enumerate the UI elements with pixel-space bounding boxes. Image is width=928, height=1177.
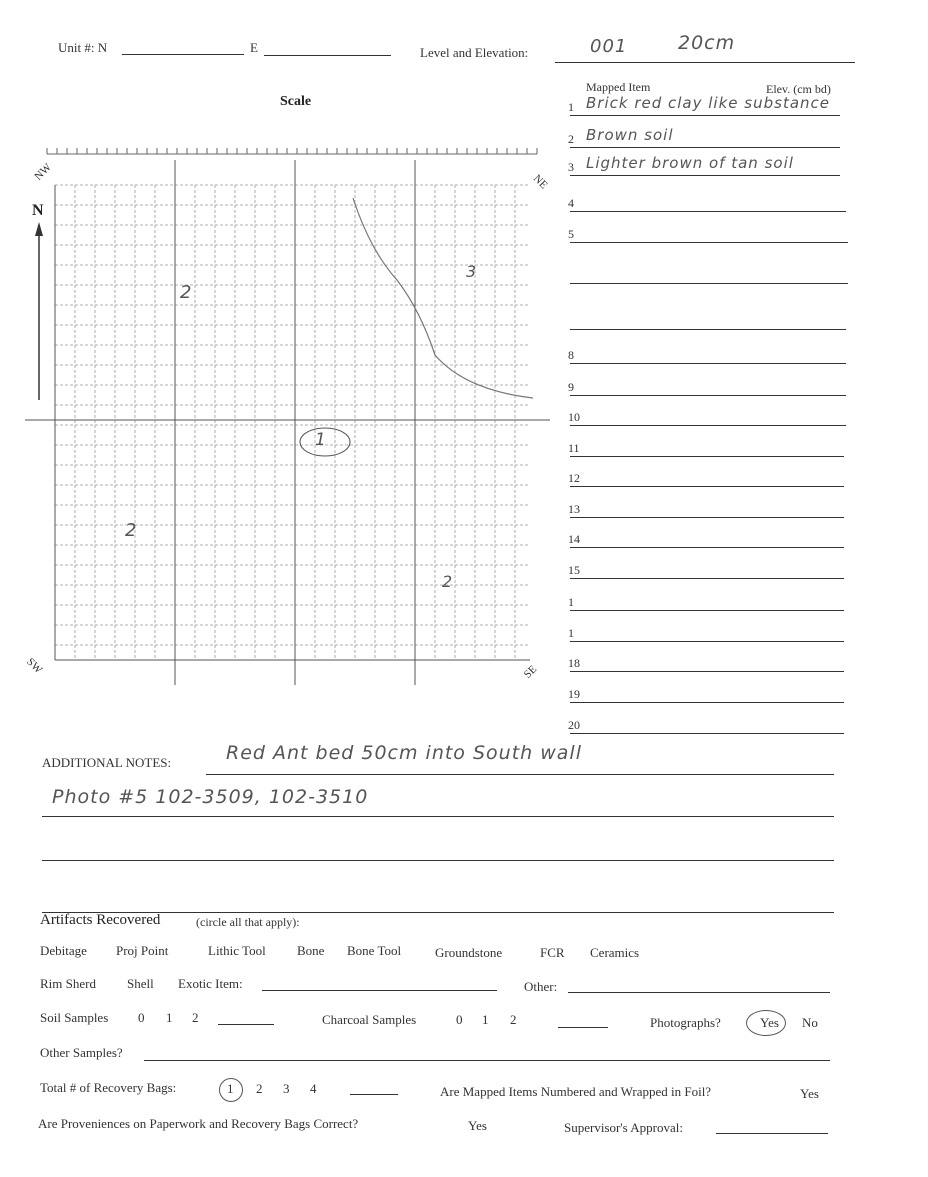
provenience-question: Are Proveniences on Paperwork and Recovery Bags Correct? xyxy=(38,1116,359,1131)
bags-option-1[interactable]: 1 xyxy=(227,1081,234,1096)
photographs-yes[interactable]: Yes xyxy=(760,1015,779,1030)
mapped-item-number: 20 xyxy=(568,718,580,732)
north-label: N xyxy=(32,202,44,219)
mapped-item-number: 2 xyxy=(568,132,574,146)
elevation-header: Elev. (cm bd) xyxy=(766,82,831,96)
exotic-item-field[interactable] xyxy=(262,990,497,991)
unit-e-field[interactable] xyxy=(264,55,391,56)
mapped-item-row-line[interactable] xyxy=(570,517,844,518)
artifact-ceramics[interactable]: Ceramics xyxy=(590,945,640,960)
mapped-item-row-line[interactable] xyxy=(570,115,840,116)
mapped-item-row-line[interactable] xyxy=(570,395,846,396)
artifact-shell[interactable]: Shell xyxy=(127,976,154,991)
photographs-label: Photographs? xyxy=(650,1015,721,1030)
bags-option-3[interactable]: 3 xyxy=(283,1081,290,1096)
mapped-item-header: Mapped Item xyxy=(586,80,651,94)
mapped-item-number: 1 xyxy=(568,100,574,114)
level-value: 001 xyxy=(590,36,628,57)
mapped-item-number: 14 xyxy=(568,532,580,546)
unit-n-label: Unit #: N xyxy=(58,40,108,55)
mapped-item-row-line[interactable] xyxy=(570,486,844,487)
mapped-item-number: 18 xyxy=(568,656,580,670)
mapped-item-row-line[interactable] xyxy=(570,363,846,364)
notes-field-4[interactable] xyxy=(42,912,834,913)
artifact-lithic-tool[interactable]: Lithic Tool xyxy=(208,943,266,958)
notes-line-1: Red Ant bed 50cm into South wall xyxy=(226,742,582,764)
mapped-item-row-line[interactable] xyxy=(570,547,844,548)
mapped-item-row-line[interactable] xyxy=(570,702,844,703)
mapped-item-row-line[interactable] xyxy=(570,456,844,457)
artifact-proj-point[interactable]: Proj Point xyxy=(116,943,169,958)
soil-boundary-line xyxy=(353,198,533,398)
mapped-item-number: 1 xyxy=(568,595,574,609)
bags-option-4[interactable]: 4 xyxy=(310,1081,317,1096)
mapped-item-number: 10 xyxy=(568,410,580,424)
artifact-bone[interactable]: Bone xyxy=(297,943,325,958)
mapped-item-row-line[interactable] xyxy=(570,147,840,148)
mapped-item-description: Brick red clay like substance xyxy=(586,94,830,112)
mapped-item-number: 3 xyxy=(568,160,574,174)
notes-field-2[interactable] xyxy=(42,816,834,817)
bags-option-2[interactable]: 2 xyxy=(256,1081,263,1096)
artifact-debitage[interactable]: Debitage xyxy=(40,943,87,958)
excavation-grid-map xyxy=(25,140,560,685)
photographs-no[interactable]: No xyxy=(802,1015,818,1030)
charcoal-samples-label: Charcoal Samples xyxy=(322,1012,417,1027)
mapped-item-number: 4 xyxy=(568,196,574,210)
artifacts-title: Artifacts Recovered xyxy=(40,912,161,928)
charcoal-option-0[interactable]: 0 xyxy=(456,1012,463,1027)
north-arrow-head xyxy=(35,222,43,236)
level-label: Level and Elevation: xyxy=(420,45,529,60)
other-samples-label: Other Samples? xyxy=(40,1045,123,1060)
mapped-item-number: 5 xyxy=(568,227,574,241)
mapped-item-row-line[interactable] xyxy=(570,242,848,243)
artifact-other-label: Other: xyxy=(524,979,558,994)
mapped-item-row-line[interactable] xyxy=(570,329,846,330)
scale-ruler xyxy=(47,148,537,154)
map-marker-2: 2 xyxy=(180,282,193,303)
map-marker-2: 2 xyxy=(442,572,454,591)
charcoal-option-1[interactable]: 1 xyxy=(482,1012,489,1027)
mapped-item-row-line[interactable] xyxy=(570,283,848,284)
soil-option-0[interactable]: 0 xyxy=(138,1010,145,1025)
mapped-item-description: Brown soil xyxy=(586,126,674,144)
mapped-item-number: 1 xyxy=(568,626,574,640)
level-field[interactable] xyxy=(555,62,855,63)
other-field[interactable] xyxy=(568,992,830,993)
mapped-item-number: 11 xyxy=(568,441,580,455)
map-marker-1: 1 xyxy=(315,430,327,450)
mapped-items-question: Are Mapped Items Numbered and Wrapped in Foil? xyxy=(440,1084,712,1099)
mapped-item-number: 15 xyxy=(568,563,580,577)
artifact-groundstone[interactable]: Groundstone xyxy=(435,945,503,960)
corner-nw-label: NW xyxy=(32,161,54,183)
notes-field-3[interactable] xyxy=(42,860,834,861)
notes-label: ADDITIONAL NOTES: xyxy=(42,755,172,770)
scale-label: Scale xyxy=(280,94,312,109)
soil-samples-field[interactable] xyxy=(218,1024,274,1025)
supervisor-field[interactable] xyxy=(716,1133,828,1134)
mapped-item-row-line[interactable] xyxy=(570,175,840,176)
unit-e-label: E xyxy=(250,40,258,55)
soil-option-2[interactable]: 2 xyxy=(192,1010,199,1025)
unit-n-field[interactable] xyxy=(122,54,244,55)
charcoal-option-2[interactable]: 2 xyxy=(510,1012,517,1027)
mapped-item-number: 19 xyxy=(568,687,580,701)
recovery-bags-label: Total # of Recovery Bags: xyxy=(40,1080,177,1095)
artifact-bone-tool[interactable]: Bone Tool xyxy=(347,943,402,958)
soil-samples-label: Soil Samples xyxy=(40,1010,109,1025)
elevation-value: 20cm xyxy=(678,32,736,54)
artifact-fcr[interactable]: FCR xyxy=(540,945,565,960)
map-marker-2: 2 xyxy=(125,520,138,541)
mapped-item-row-line[interactable] xyxy=(570,211,846,212)
mapped-item-row-line[interactable] xyxy=(570,425,846,426)
mapped-item-row-line[interactable] xyxy=(570,671,844,672)
mapped-item-number: 13 xyxy=(568,502,580,516)
artifacts-title-note: (circle all that apply): xyxy=(196,915,300,929)
artifact-exotic-item-label: Exotic Item: xyxy=(178,976,243,991)
supervisor-label: Supervisor's Approval: xyxy=(564,1120,683,1135)
mapped-item-row-line[interactable] xyxy=(570,641,844,642)
provenience-answer[interactable]: Yes xyxy=(468,1118,487,1133)
artifact-rim-sherd[interactable]: Rim Sherd xyxy=(40,976,96,991)
mapped-item-number: 8 xyxy=(568,348,574,362)
map-marker-3: 3 xyxy=(466,262,478,281)
charcoal-samples-field[interactable] xyxy=(558,1027,608,1028)
mapped-item-row-line[interactable] xyxy=(570,610,844,611)
recovery-bags-field[interactable] xyxy=(350,1094,398,1095)
mapped-item-number: 12 xyxy=(568,471,580,485)
notes-line-2: Photo #5 102-3509, 102-3510 xyxy=(52,786,369,808)
mapped-items-answer[interactable]: Yes xyxy=(800,1086,819,1101)
other-samples-field[interactable] xyxy=(144,1060,830,1061)
soil-option-1[interactable]: 1 xyxy=(166,1010,173,1025)
corner-ne-label: NE xyxy=(530,172,550,192)
mapped-item-row-line[interactable] xyxy=(570,578,844,579)
corner-sw-label: SW xyxy=(24,655,45,677)
notes-field-1[interactable] xyxy=(206,774,834,775)
corner-se-label: SE xyxy=(521,663,540,681)
mapped-item-row-line[interactable] xyxy=(570,733,844,734)
mapped-item-description: Lighter brown of tan soil xyxy=(586,154,794,172)
mapped-item-number: 9 xyxy=(568,380,574,394)
